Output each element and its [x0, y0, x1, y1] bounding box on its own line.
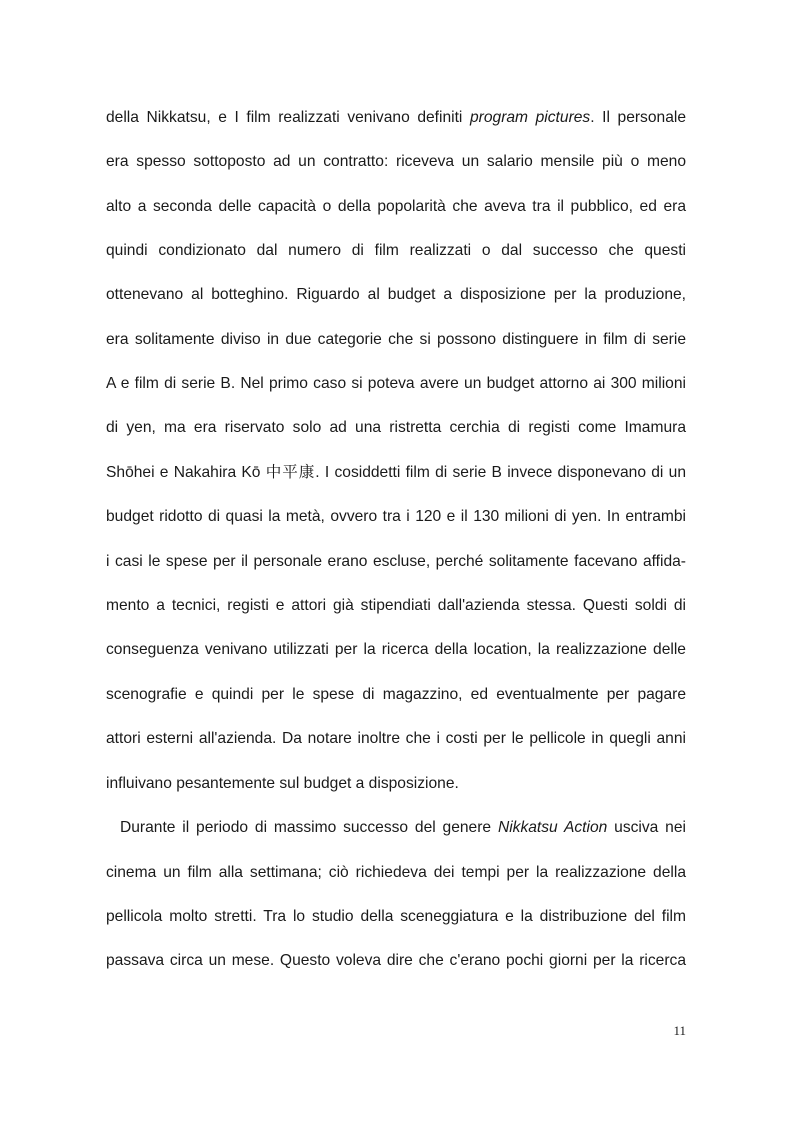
text-line: influivano pesantemente sul budget a disposizione. — [106, 775, 459, 792]
text-line: passava circa un mese. Questo voleva dire che c'erano pochi giorni per la ricerca — [106, 952, 686, 969]
text-line: conseguenza venivano utilizzati per la ricerca della location, la realizzazione delle — [106, 641, 686, 658]
text-line: era spesso sottoposto ad un contratto: riceveva un salario mensile più o meno — [106, 153, 686, 170]
text-line: budget ridotto di quasi la metà, ovvero tra i 120 e il 130 milioni di yen. In entrambi — [106, 508, 686, 525]
text-line: Durante il periodo di massimo successo del genere Nikkatsu Action usciva nei — [120, 819, 686, 836]
text-line: di yen, ma era riservato solo ad una ristretta cerchia di registi come Imamura — [106, 419, 686, 436]
text-line: cinema un film alla settimana; ciò richiedeva dei tempi per la realizzazione della — [106, 864, 686, 881]
text-line: Shōhei e Nakahira Kō 中平康. I cosiddetti film di serie B invece disponevano di un — [106, 464, 686, 481]
emphasis-program-pictures: program pictures — [469, 109, 591, 126]
text-line: A e film di serie B. Nel primo caso si poteva avere un budget attorno ai 300 milioni — [106, 375, 686, 392]
text-line: alto a seconda delle capacità o della popolarità che aveva tra il pubblico, ed era — [106, 198, 686, 215]
text-line: quindi condizionato dal numero di film realizzati o dal successo che questi — [106, 242, 686, 259]
text-line: ottenevano al botteghino. Riguardo al budget a disposizione per la produzione, — [106, 286, 686, 303]
text-line: scenografie e quindi per le spese di magazzino, ed eventualmente per pagare — [106, 686, 686, 703]
text-line: attori esterni all'azienda. Da notare inoltre che i costi per le pellicole in quegli anni — [106, 730, 686, 747]
text-line: mento a tecnici, registi e attori già stipendiati dall'azienda stessa. Questi soldi di — [106, 597, 686, 614]
page-number: 11 — [673, 1023, 686, 1038]
text-line: pellicola molto stretti. Tra lo studio della sceneggiatura e la distribuzione del film — [106, 908, 686, 925]
emphasis-nikkatsu-action: Nikkatsu Action — [497, 819, 608, 836]
text-line: i casi le spese per il personale erano escluse, perché solitamente facevano affida- — [106, 553, 686, 570]
text-line: della Nikkatsu, e I film realizzati venivano definiti program pictures. Il personale — [106, 109, 687, 126]
text-line: era solitamente diviso in due categorie che si possono distinguere in film di serie — [106, 331, 686, 348]
